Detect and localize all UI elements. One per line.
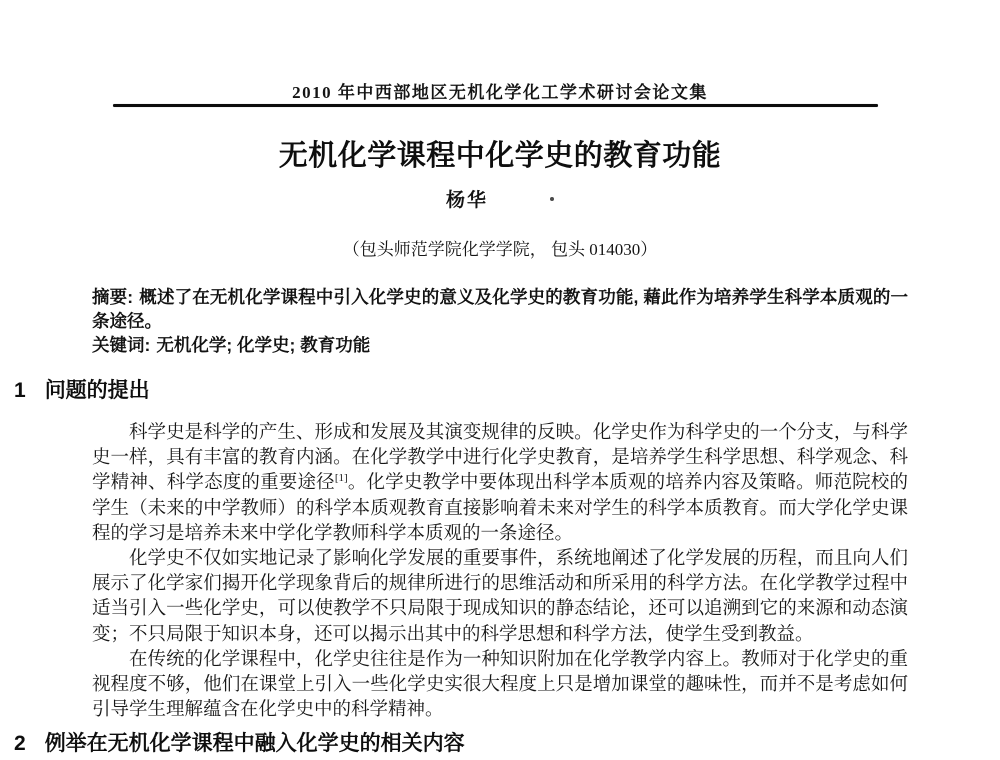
- abstract-label: 摘要:: [92, 287, 134, 307]
- header-rule: [113, 104, 878, 107]
- keywords-label: 关键词:: [92, 335, 151, 355]
- author-row: [0, 191, 1000, 211]
- section-1-body: [92, 421, 908, 723]
- scan-artifact-dot: [550, 197, 554, 201]
- section-2-title: 例举在无机化学课程中融入化学史的相关内容: [44, 732, 465, 756]
- paragraph-1-text-cont: 。化学史教学中要体现出科学本质观的培养内容及策略。师范院校的学生（未来的中学教师）的科学本质观教育直接影响着未来对学生的科学本质教育。而大学化学史课程的学习是培养未来中学化学教师科学本质观的一条途径。: [92, 473, 908, 544]
- author-name: 杨华: [445, 190, 488, 211]
- section-1-number: 1: [14, 379, 26, 402]
- paragraph-2: 化学史不仅如实地记录了影响化学发展的重要事件，系统地阐述了化学发展的历程，而且向人们展示了化学家们揭开化学现象背后的规律所进行的思维活动和所采用的科学方法。在化学教学过程中适当引入一些化学史，可以使教学不只局限于现成知识的静态结论，还可以追溯到它的来源和动态演变；不只局限于知识本身，还可以揭示出其中的科学思想和科学方法，使学生受到教益。: [92, 549, 908, 645]
- section-1-heading: [0, 378, 1000, 403]
- keywords-text: 无机化学; 化学史; 教育功能: [156, 335, 371, 355]
- paragraph-1-text: 科学史是科学的产生、形成和发展及其演变规律的反映。化学史作为科学史的一个分支，与科学史一样，具有丰富的教育内涵。在化学教学中进行化学史教育，是培养学生科学思想、科学观念、科学精神、科学态度的重要途径: [92, 423, 908, 494]
- abstract-paragraph: [92, 285, 908, 333]
- keywords-line: [92, 333, 908, 357]
- section-2-heading: [0, 731, 1000, 756]
- section-1-title: 问题的提出: [44, 379, 150, 402]
- paragraph-1: [92, 421, 908, 547]
- abstract-text: 概述了在无机化学课程中引入化学史的意义及化学史的教育功能, 藉此作为培养学生科学本质观的一条途径。: [92, 287, 908, 331]
- paper-title: 无机化学课程中化学史的教育功能: [278, 140, 722, 172]
- abstract-block: [92, 285, 908, 357]
- paragraph-3: 在传统的化学课程中，化学史往往是作为一种知识附加在化学教学内容上。教师对于化学史的重视程度不够，他们在课堂上引入一些化学史实很大程度上只是增加课堂的趣味性，而并不是考虑如何引导学生理解蕴含在化学史中的科学精神。: [92, 649, 908, 721]
- proceedings-title: 2010 年中西部地区无机化学化工学术研讨会论文集: [292, 83, 708, 102]
- citation-ref-1: [1]: [334, 472, 348, 485]
- affiliation: （包头师范学院化学学院， 包头 014030）: [342, 240, 658, 259]
- section-2-number: 2: [14, 732, 26, 756]
